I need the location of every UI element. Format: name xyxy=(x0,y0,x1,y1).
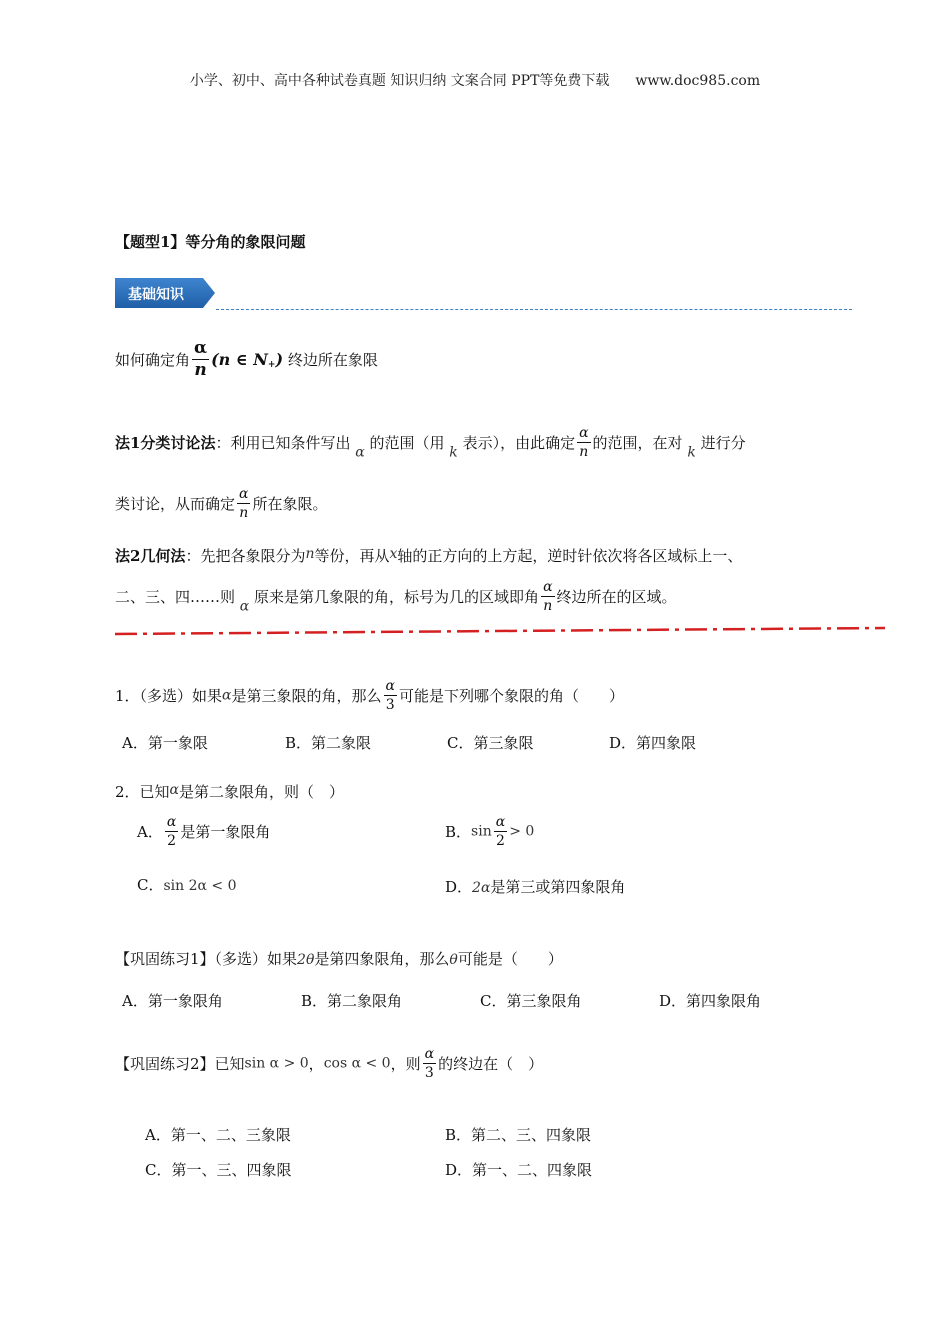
q2-b-den: 2 xyxy=(495,833,505,849)
q1-fraction xyxy=(384,679,397,712)
q1-a: 1．（多选）如果 xyxy=(115,687,223,705)
p2-stem xyxy=(115,1047,543,1080)
q2-d-label: D． xyxy=(445,878,473,896)
p2-b: ，则 xyxy=(390,1055,421,1073)
p1-stem xyxy=(115,948,563,969)
page-header xyxy=(0,70,950,90)
p1-a: 【巩固练习1】（多选）如果 xyxy=(115,950,298,968)
q1-option-b[interactable]: B．第二象限 xyxy=(285,734,372,752)
m1-fraction-2 xyxy=(237,487,250,520)
m1-f: 类讨论，从而确定 xyxy=(115,495,236,513)
intro-text-2: 终边所在象限 xyxy=(287,351,378,369)
q2-a-text: 是第一象限角 xyxy=(180,823,271,841)
m1-fraction xyxy=(577,426,590,459)
method-1-line-2 xyxy=(115,487,328,520)
intro-sub: + xyxy=(267,359,276,370)
header-text: 小学、初中、高中各种试卷真题 知识归纳 文案合同 PPT等免费下载 xyxy=(189,73,610,89)
q2-b-fraction xyxy=(494,815,507,848)
p2-option-c[interactable]: C．第一、三、四象限 xyxy=(145,1161,292,1179)
m2-alpha: α xyxy=(239,598,250,615)
p2-frac-den: 3 xyxy=(424,1065,434,1081)
m1-alpha: α xyxy=(355,444,365,461)
p2-cond2: cos α < 0 xyxy=(323,1055,391,1072)
q2-c-expr: sin 2α < 0 xyxy=(163,878,237,894)
intro-paren: (n ∈ N xyxy=(211,349,268,369)
m1-d: 的范围，在对 xyxy=(592,434,683,452)
badge-label: 基础知识 xyxy=(128,287,184,303)
q2-option-a[interactable] xyxy=(137,815,270,848)
intro-text: 如何确定角 xyxy=(115,351,191,369)
q1-c: 可能是下列哪个象限的角（ ） xyxy=(399,687,625,705)
q1-alpha: α xyxy=(222,687,232,704)
m2-frac-den: n xyxy=(543,598,553,614)
m2-b: 等份，再从 xyxy=(314,547,390,565)
knowledge-intro xyxy=(115,340,378,379)
m2-f: 终边所在的区域。 xyxy=(556,588,677,606)
m1-g: 所在象限。 xyxy=(252,495,328,513)
q1-option-c[interactable]: C．第三象限 xyxy=(447,734,534,752)
p2-comma: ， xyxy=(308,1055,324,1073)
q1-stem xyxy=(115,679,624,712)
m1-k: k xyxy=(449,444,458,461)
method-1-label: 法1分类讨论法 xyxy=(115,434,216,452)
m1-frac-den: n xyxy=(579,444,589,460)
m1-frac2-den: n xyxy=(239,505,249,521)
q2-a-num: α xyxy=(166,814,177,830)
q2-b-label: B． xyxy=(445,823,472,841)
q1-b: 是第三象限的角，那么 xyxy=(231,687,382,705)
intro-close: ) xyxy=(275,349,284,369)
m1-frac2-num: α xyxy=(239,486,249,502)
m2-c: 轴的正方向的上方起，逆时针依次将各区域标上一、 xyxy=(397,547,743,565)
m2-x: x xyxy=(389,546,398,562)
q2-b-rel: > 0 xyxy=(509,823,535,840)
p2-option-a[interactable]: A．第一、二、三象限 xyxy=(145,1126,291,1144)
p2-a: 【巩固练习2】已知 xyxy=(115,1055,245,1073)
intro-fraction xyxy=(192,340,209,379)
q2-option-b[interactable] xyxy=(445,815,534,848)
q2-b-sin: sin xyxy=(471,823,492,840)
red-dash-dot-divider xyxy=(115,626,885,638)
m2-frac-num: α xyxy=(543,579,553,595)
p2-option-b[interactable]: B．第二、三、四象限 xyxy=(445,1126,592,1144)
p2-cond1: sin α > 0 xyxy=(244,1055,309,1072)
p2-frac-num: α xyxy=(424,1046,435,1062)
p1-option-c[interactable]: C．第三象限角 xyxy=(480,992,582,1010)
m1-k-2: k xyxy=(687,444,696,461)
m2-n: n xyxy=(305,546,315,562)
q2-a: 2．已知 xyxy=(115,783,170,801)
dashed-divider xyxy=(216,309,852,310)
p1-option-d[interactable]: D．第四象限角 xyxy=(659,992,762,1010)
p2-c: 的终边在（ ） xyxy=(438,1055,544,1073)
m1-e: 进行分 xyxy=(700,434,746,452)
m2-fraction xyxy=(541,580,554,613)
p2-option-d[interactable]: D．第一、二、四象限 xyxy=(445,1161,593,1179)
m2-d: 二、三、四……则 xyxy=(115,588,236,606)
q1-option-a[interactable]: A．第一象限 xyxy=(122,734,208,752)
header-site[interactable]: www.doc985.com xyxy=(635,73,761,89)
m1-frac-num: α xyxy=(579,425,589,441)
section-title: 【题型1】等分角的象限问题 xyxy=(115,233,306,251)
intro-den: n xyxy=(194,360,207,380)
p1-c: 可能是（ ） xyxy=(457,950,563,968)
q2-b: 是第二象限角，则（ ） xyxy=(179,783,345,801)
p1-b: 是第四象限角，那么 xyxy=(314,950,450,968)
method-2-label: 法2几何法 xyxy=(115,547,186,565)
q2-option-d[interactable] xyxy=(445,876,625,897)
m1-c: 表示），由此确定 xyxy=(462,434,576,452)
q2-a-fraction xyxy=(165,815,178,848)
p1-option-a[interactable]: A．第一象限角 xyxy=(122,992,223,1010)
q1-option-d[interactable]: D．第四象限 xyxy=(609,734,697,752)
q2-d-expr: 2α xyxy=(472,880,491,896)
m2-a: ：先把各象限分为 xyxy=(185,547,306,565)
q2-d-text: 是第三或第四象限角 xyxy=(490,878,626,896)
p1-option-b[interactable]: B．第二象限角 xyxy=(301,992,403,1010)
q2-alpha: α xyxy=(169,782,180,798)
q2-a-den: 2 xyxy=(167,833,177,849)
q2-option-c[interactable] xyxy=(137,874,237,895)
q2-a-label: A． xyxy=(137,823,163,841)
q2-c-label: C． xyxy=(137,876,164,894)
q2-stem xyxy=(115,781,344,802)
q1-frac-num: α xyxy=(385,678,395,694)
intro-num: α xyxy=(194,338,208,358)
q2-b-num: α xyxy=(495,814,506,830)
m1-b: 的范围（用 xyxy=(369,434,445,452)
method-1-line-1 xyxy=(115,426,746,461)
q1-frac-den: 3 xyxy=(385,697,395,713)
p1-theta: θ xyxy=(449,952,458,968)
m2-e: 原来是第几象限的角，标号为几的区域即角 xyxy=(254,588,540,606)
p2-fraction xyxy=(423,1047,436,1080)
p1-two-theta: 2θ xyxy=(297,952,315,968)
method-2-line-1 xyxy=(115,545,742,566)
method-2-line-2 xyxy=(115,580,677,615)
m1-a: ：利用已知条件写出 xyxy=(215,434,351,452)
